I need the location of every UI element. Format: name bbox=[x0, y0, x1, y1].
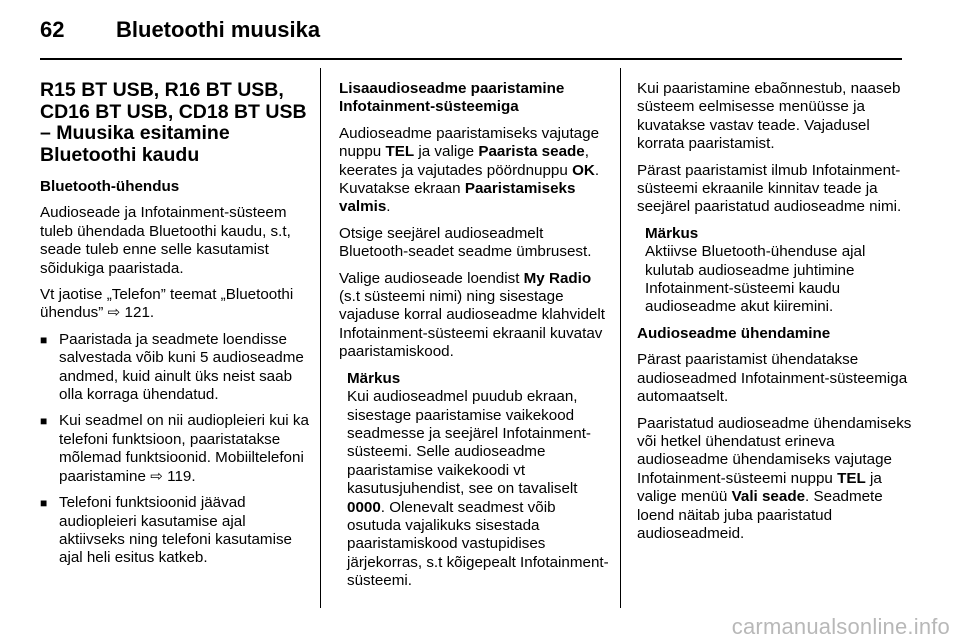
paragraph: Audioseade ja Infotainment-süsteem tuleb ühendada Bluetoothi kaudu, s.t, seade tuleb enne selle kasutamist sõidukiga paaristada. bbox=[40, 204, 291, 277]
paragraph: Pärast paaristamist ühendatakse audioseadmed Infotainment-süsteemiga automaatselt. bbox=[637, 351, 908, 406]
tel-button-label: TEL bbox=[837, 469, 866, 487]
column-right bbox=[637, 70, 912, 551]
default-code: 0000 bbox=[347, 498, 381, 516]
paragraph: Otsige seejärel audioseadmelt Bluetooth-seadet seadme ümbrusest. bbox=[339, 224, 592, 261]
paragraph: Kui paaristamine ebaõnnestub, naaseb süsteem eelmisesse menüüsse ja kuvatakse vastav teade. Vajadusel korrata paaristamist. bbox=[637, 80, 901, 153]
screen-ready-for-pairing: Paaristamiseks valmis bbox=[339, 180, 576, 216]
subheading-connecting: Audioseadme ühendamine bbox=[637, 324, 831, 342]
system-name-label: My Radio bbox=[523, 269, 592, 287]
menu-item-select-device: Vali seade bbox=[731, 488, 806, 506]
section-title: R15 BT USB, R16 BT USB, CD16 BT USB, CD18 BT USB – Muusika esitamine Bluetoothi kaudu bbox=[40, 79, 307, 166]
bullet-square-icon: ■ bbox=[40, 332, 48, 347]
column-divider bbox=[320, 68, 321, 608]
page-ref-arrow-icon: ⇨ bbox=[107, 304, 121, 322]
column-middle bbox=[339, 70, 609, 599]
note-box: Märkus Kui audioseadmel puudub ekraan, sisestage paaristamise vaikekood seadmesse ja seejärel Infotainment-süsteemi. Selle audioseadme paaristamise vaikekoodi vt kasutusjuhendist, see on tavaliselt 0000. Olenevalt seadmest võib osutuda vajalikuks sisestada paaristamiskood vastupidises järjekorras, s.t kõigepealt Infotainment-süsteemi. bbox=[347, 369, 609, 590]
ok-knob-label: OK bbox=[572, 161, 595, 179]
bullet-square-icon: ■ bbox=[40, 496, 48, 511]
tel-button-label: TEL bbox=[385, 143, 415, 161]
paragraph: Pärast paaristamist ilmub Infotainment-süsteemi ekraanile kinnitav teade ja seejärel paaristatud audioseadme nimi. bbox=[637, 161, 902, 216]
bullet-square-icon: ■ bbox=[40, 414, 48, 429]
paragraph: Audioseadme paaristamiseks vajutage nuppu TEL ja valige Paarista seade, keerates ja vajutades pöördnuppu OK. Kuvatakse ekraan Paaristamiseks valmis. bbox=[339, 124, 600, 216]
subheading-pairing: Lisaaudioseadme paaristamine Infotainment-süsteemiga bbox=[339, 80, 565, 116]
subheading-bluetooth-connection: Bluetooth-ühendus bbox=[40, 178, 180, 195]
list-item: ■ Telefoni funktsioonid jäävad audiopleieri kasutamise ajal aktiivseks ning telefoni kasutamise ajal heli esitus katkeb. bbox=[40, 494, 292, 567]
page-ref: 119. bbox=[167, 467, 196, 485]
header-rule bbox=[40, 58, 902, 60]
list-item: ■ Paaristada ja seadmete loendisse salvestada võib kuni 5 audioseadme andmed, kuid ainult üks neist saab olla korraga ühendatud. bbox=[40, 330, 304, 404]
note-title: Märkus bbox=[645, 224, 699, 242]
column-divider bbox=[620, 68, 621, 608]
page-title: Bluetoothi muusika bbox=[116, 17, 321, 42]
note-box: Märkus Aktiivse Bluetooth-ühenduse ajal kulutab audioseadme juhtimine Infotainment-süsteemi kaudu audioseadme akut kiiremini. bbox=[637, 225, 912, 317]
bullet-list bbox=[40, 331, 310, 568]
paragraph-reference: Vt jaotise „Telefon” teemat „Bluetoothi ühendus” ⇨ 121. bbox=[40, 286, 294, 322]
page-ref-arrow-icon: ⇨ bbox=[150, 467, 163, 485]
paragraph: Valige audioseade loendist My Radio (s.t süsteemi nimi) ning sisestage vajaduse korral audioseadme klahvidelt Infotainment-süsteemi ekraanil kuvatav paaristamiskood. bbox=[339, 269, 605, 361]
watermark: carmanualsonline.info bbox=[731, 614, 950, 639]
column-left bbox=[40, 70, 310, 576]
menu-item-pair-device: Paarista seade bbox=[478, 143, 585, 161]
page-number: 62 bbox=[40, 17, 65, 42]
page-ref: 121. bbox=[124, 304, 155, 322]
list-item: ■ Kui seadmel on nii audiopleieri kui ka telefoni funktsioon, paaristatakse mõlemad funktsioonid. Mobiiltelefoni paaristamine ⇨ 119. bbox=[40, 412, 309, 485]
page-header bbox=[40, 14, 320, 46]
paragraph: Paaristatud audioseadme ühendamiseks või hetkel ühendatust erineva audioseadme ühendamiseks vajutage Infotainment-süsteemi nuppu TEL ja valige menüü Vali seade. Seadmete loend näitab juba paaristatud audioseadmeid. bbox=[637, 414, 912, 542]
note-title: Märkus bbox=[347, 369, 401, 387]
